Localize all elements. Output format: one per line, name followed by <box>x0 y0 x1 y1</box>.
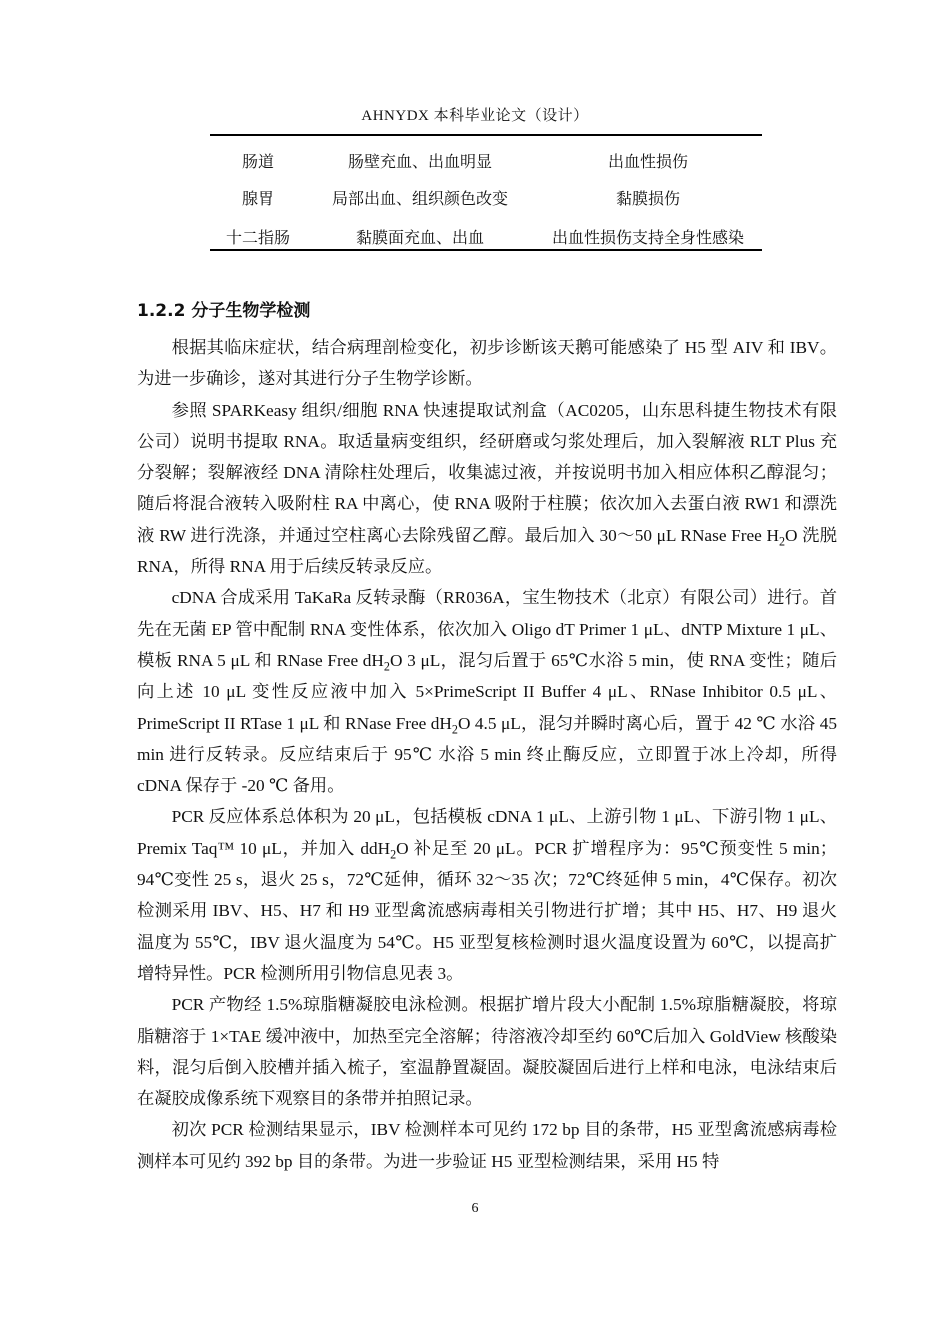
table-row <box>210 186 762 218</box>
subscript: 2 <box>778 534 785 549</box>
table-row <box>210 149 762 181</box>
paragraph-text: O 补足至 20 μL。PCR 扩增程序为：95℃预变性 5 min；94℃变性 25 s，退火 25 s，72℃延伸，循环 32～35 次；72℃终延伸 5 min，4℃保存。初次检测采用 IBV、H5、H7 和 H9 亚型禽流感病毒相关引物进行扩增；其中 H5、H7、H9 退火温度为 55℃，IBV 退火温度为 54℃。H5 亚型复核检测时退火温度设置为 60℃，以提高扩增特异性。PCR 检测所用引物信息见表 3。 <box>137 838 837 983</box>
table-cell-organ: 肠道 <box>241 154 274 171</box>
table-cell-significance: 出血性损伤支持全身性感染 <box>551 230 744 247</box>
paragraph-text: O 4.5 μL，混匀并瞬时离心后，置于 42 ℃ 水浴 45 min 进行反转录。反应结束后于 95℃ 水浴 5 min 终止酶反应，立即置于冰上冷却，所得 cDNA 保存于 -20 ℃ 备用。 <box>137 713 837 796</box>
table-cell-lesion: 局部出血、组织颜色改变 <box>331 191 508 208</box>
paragraph-electrophoresis <box>137 989 837 1114</box>
subscript: 2 <box>390 847 397 862</box>
paragraph-text: O 洗脱 RNA，所得 RNA 用于后续反转录反应。 <box>137 525 837 577</box>
table-cell-significance: 黏膜损伤 <box>615 191 680 208</box>
paragraph-text: O 3 μL，混匀后置于 65℃水浴 5 min，使 RNA 变性；随后向上述 10 μL 变性反应液中加入 5×PrimeScript II Buffer 4 μL、RNase Inhibitor 0.5 μL、PrimeScript II RTase 1 μL 和 RNase Free dH <box>137 650 837 733</box>
paragraph-text: PCR 产物经 1.5%琼脂糖凝胶电泳检测。根据扩增片段大小配制 1.5%琼脂糖凝胶，将琼脂糖溶于 1×TAE 缓冲液中，加热至完全溶解；待溶液冷却至约 60℃后加入 GoldView 核酸染料，混匀后倒入胶槽并插入梳子，室温静置凝固。凝胶凝固后进行上样和电泳，电泳结束后在凝胶成像系统下观察目的条带并拍照记录。 <box>137 995 838 1109</box>
table-top-rule <box>210 134 762 136</box>
page-header: AHNYDX 本科毕业论文（设计） <box>361 108 589 124</box>
subscript: 2 <box>451 722 458 737</box>
table-bottom-rule <box>210 249 762 251</box>
paragraph-clinical-diagnosis <box>137 332 837 395</box>
table-cell-lesion: 黏膜面充血、出血 <box>355 230 484 247</box>
paragraph-text: cDNA 合成采用 TaKaRa 反转录酶（RR036A，宝生物技术（北京）有限公司）进行。首先在无菌 EP 管中配制 RNA 变性体系，依次加入 Oligo dT Primer 1 μL、dNTP Mixture 1 μL、模板 RNA 5 μL 和 RNase Free dH <box>137 588 837 670</box>
table-cell-organ: 腺胃 <box>241 191 274 208</box>
body-text <box>137 332 837 1177</box>
paragraph-text: 参照 SPARKeasy 组织/细胞 RNA 快速提取试剂盒（AC0205，山东思科捷生物技术有限公司）说明书提取 RNA。取适量病变组织，经研磨或匀浆处理后，加入裂解液 RLT Plus 充分裂解；裂解液经 DNA 清除柱处理后，收集滤过液，并按说明书加入相应体积乙醇混匀；随后将混合液转入吸附柱 RA 中离心，使 RNA 吸附于柱膜；依次加入去蛋白液 RW1 和漂洗液 RW 进行洗涤，并通过空柱离心去除残留乙醇。最后加入 30～50 μL RNase Free H <box>137 400 837 545</box>
table-cell-organ: 十二指肠 <box>225 230 290 247</box>
paragraph-text: PCR 反应体系总体积为 20 μL，包括模板 cDNA 1 μL、上游引物 1 μL、下游引物 1 μL、Premix Taq™ 10 μL，并加入 ddH <box>137 807 837 858</box>
subscript: 2 <box>383 659 390 674</box>
paragraph-pcr-system <box>137 801 837 989</box>
table-row <box>210 225 762 257</box>
paragraph-cdna-synthesis <box>137 582 837 801</box>
table-cell-significance: 出血性损伤 <box>607 154 688 171</box>
page-number: 6 <box>471 1201 479 1216</box>
section-heading: 1.2.2 分子生物学检测 <box>137 301 311 321</box>
table-cell-lesion: 肠壁充血、出血明显 <box>347 154 492 171</box>
paragraph-rna-extraction <box>137 395 837 583</box>
paragraph-pcr-results <box>137 1114 837 1177</box>
paragraph-text: 初次 PCR 检测结果显示，IBV 检测样本可见约 172 bp 目的条带，H5 亚型禽流感病毒检测样本可见约 392 bp 目的条带。为进一步验证 H5 亚型检测结果，采用 H5 特 <box>137 1120 837 1171</box>
paragraph-text: 根据其临床症状，结合病理剖检变化，初步诊断该天鹅可能感染了 H5 型 AIV 和 IBV。为进一步确诊，遂对其进行分子生物学诊断。 <box>137 338 837 389</box>
